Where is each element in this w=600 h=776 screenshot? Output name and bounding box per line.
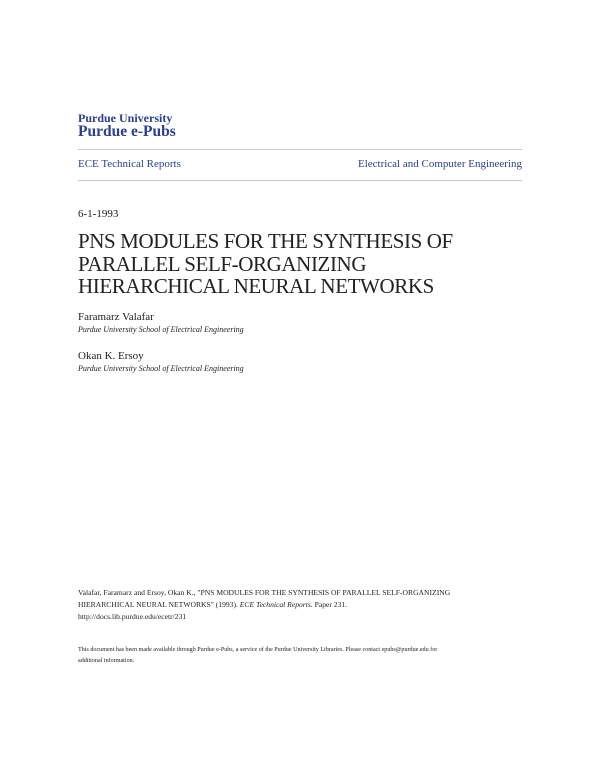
repository-link[interactable]: Purdue e-Pubs — [78, 123, 176, 140]
institution-name: Purdue University — [78, 111, 173, 125]
ece-technical-reports-link[interactable]: ECE Technical Reports — [78, 158, 181, 170]
citation-block — [78, 587, 528, 623]
document-title — [78, 230, 538, 298]
citation-line — [78, 599, 528, 611]
author-name: Faramarz Valafar — [78, 311, 154, 323]
notice-line: This document has been made available through Purdue e-Pubs, a service of the Purdue University Libraries. Please contact epubs@purdue.edu for — [78, 647, 438, 653]
notice-line: additional information. — [78, 657, 135, 664]
publication-date: 6-1-1993 — [78, 208, 119, 220]
availability-notice — [78, 645, 528, 666]
header-rule-top — [78, 149, 522, 150]
header-rule-bottom — [78, 180, 522, 181]
electrical-computer-engineering-link[interactable]: Electrical and Computer Engineering — [357, 158, 522, 170]
citation-text: HIERARCHICAL NEURAL NETWORKS" (1993). — [78, 600, 240, 609]
title-line: PARALLEL SELF-ORGANIZING — [78, 251, 367, 276]
citation-url-link[interactable]: http://docs.lib.purdue.edu/ecetr/231 — [78, 612, 187, 621]
author-affiliation: Purdue University School of Electrical Engineering — [78, 325, 244, 334]
citation-series: ECE Technical Reports. — [239, 600, 313, 609]
author-name: Okan K. Ersoy — [78, 350, 144, 362]
title-line: PNS MODULES FOR THE SYNTHESIS OF — [78, 229, 453, 253]
title-line: HIERARCHICAL NEURAL NETWORKS — [78, 274, 434, 298]
citation-line: Valafar, Faramarz and Ersoy, Okan K., "PNS MODULES FOR THE SYNTHESIS OF PARALLEL SELF-ORGANIZING — [78, 588, 451, 597]
citation-paper-number: Paper 231. — [312, 600, 348, 609]
author-affiliation: Purdue University School of Electrical Engineering — [78, 364, 244, 373]
